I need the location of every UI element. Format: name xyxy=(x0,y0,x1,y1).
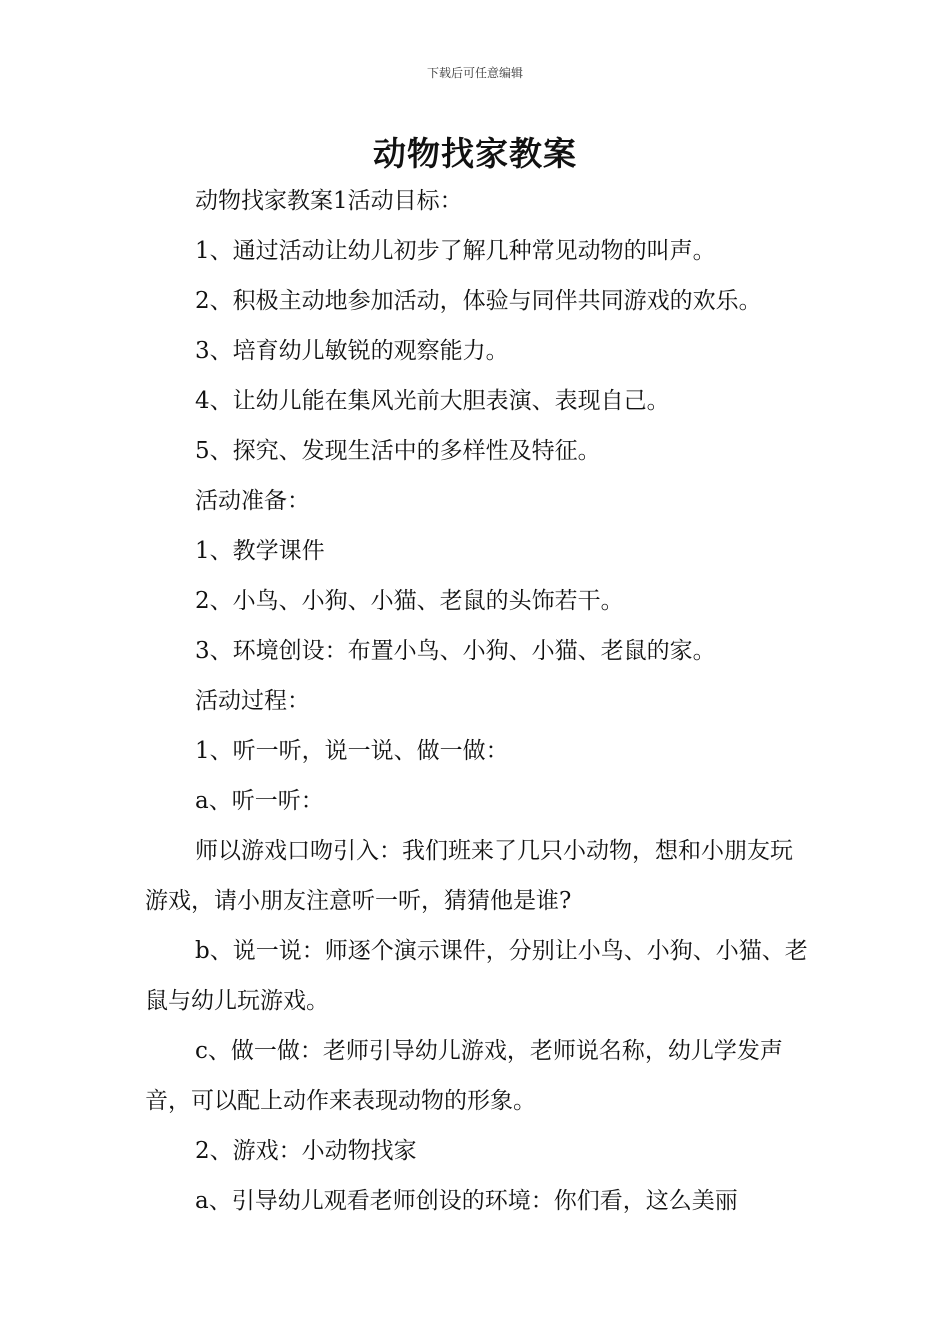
paragraph: 3、培育幼儿敏锐的观察能力。 xyxy=(195,338,509,364)
document-body xyxy=(145,176,810,1226)
paragraph: 动物找家教案1活动目标： xyxy=(195,188,463,214)
header-note: 下载后可任意编辑 xyxy=(426,66,523,80)
paragraph: 1、通过活动让幼儿初步了解几种常见动物的叫声。 xyxy=(195,238,716,264)
paragraph: c、做一做：老师引导幼儿游戏，老师说名称，幼儿学发声音，可以配上动作来表现动物的形象。 xyxy=(145,1038,783,1114)
paragraph: a、听一听： xyxy=(195,788,324,814)
paragraph: 2、游戏：小动物找家 xyxy=(195,1138,417,1164)
paragraph: 2、积极主动地参加活动，体验与同伴共同游戏的欢乐。 xyxy=(195,288,762,314)
paragraph: 活动过程： xyxy=(195,688,310,714)
document-title: 动物找家教案 xyxy=(373,134,577,173)
paragraph: 1、教学课件 xyxy=(195,538,325,564)
paragraph: b、说一说：师逐个演示课件，分别让小鸟、小狗、小猫、老鼠与幼儿玩游戏。 xyxy=(145,938,808,1014)
paragraph: 2、小鸟、小狗、小猫、老鼠的头饰若干。 xyxy=(195,588,624,614)
paragraph: 1、听一听，说一说、做一做： xyxy=(195,738,509,764)
paragraph: 活动准备： xyxy=(195,488,310,514)
paragraph: 4、让幼儿能在集风光前大胆表演、表现自己。 xyxy=(195,388,670,414)
paragraph: a、引导幼儿观看老师创设的环境：你们看，这么美丽 xyxy=(195,1188,738,1214)
paragraph: 师以游戏口吻引入：我们班来了几只小动物，想和小朋友玩游戏，请小朋友注意听一听，猜猜他是谁? xyxy=(145,838,793,914)
paragraph: 5、探究、发现生活中的多样性及特征。 xyxy=(195,438,601,464)
paragraph: 3、环境创设：布置小鸟、小狗、小猫、老鼠的家。 xyxy=(195,638,716,664)
